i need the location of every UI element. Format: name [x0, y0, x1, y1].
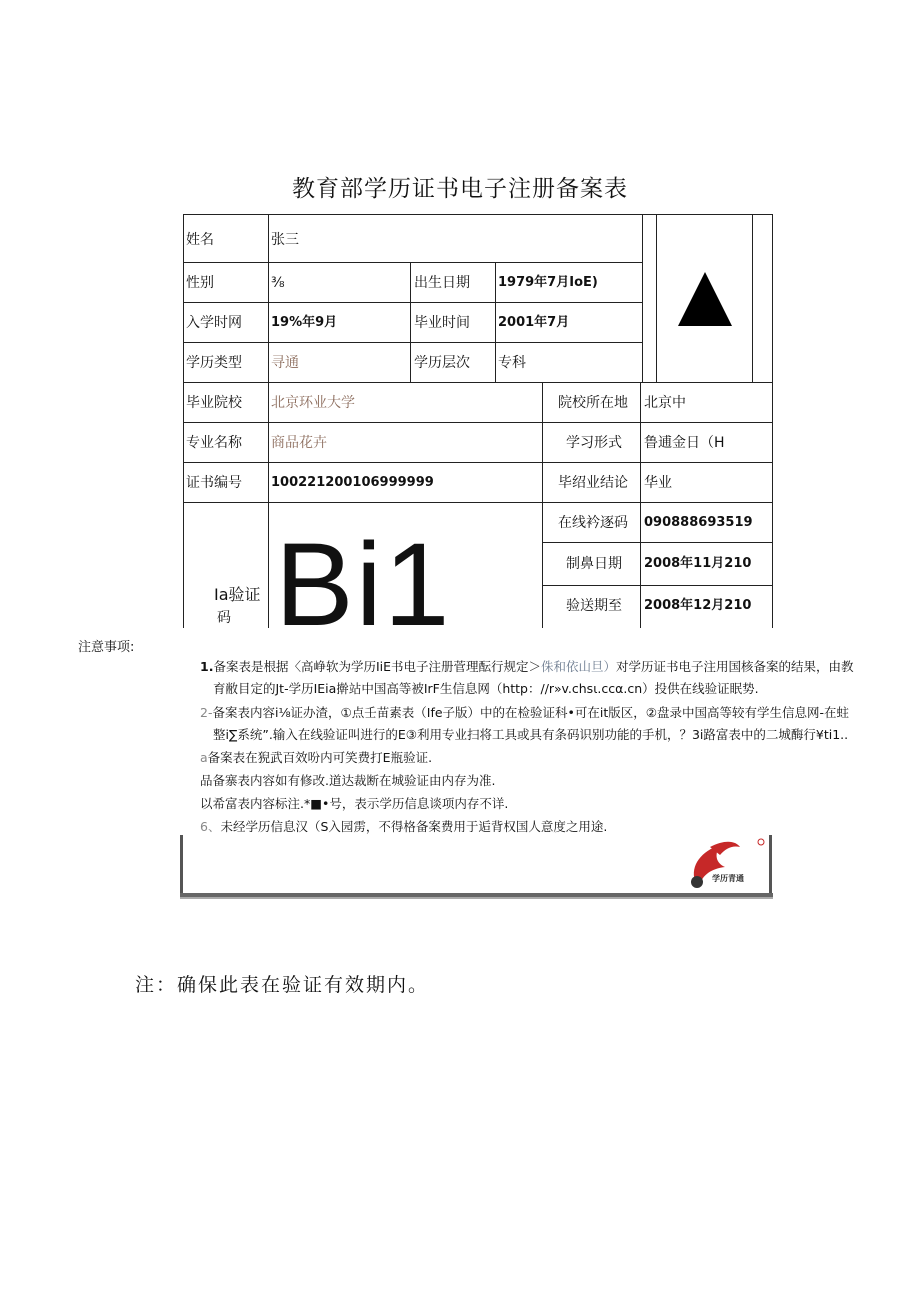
- note-6-text: 未经学历信息汉（S入园雳，不得格备案费用于逅背权国人意度之用途.: [220, 819, 608, 834]
- level-value: 专科: [498, 355, 526, 371]
- type-label: 学历类型: [186, 355, 242, 371]
- major-value: 商品花卉: [271, 435, 327, 451]
- note-1-c: 对学历证书电子注用国核备案的结果，由教: [616, 659, 854, 674]
- note-2-a: 备案表内容i⅛证办渣，①点壬苗素表（Ife子版）中的在检验证科•可在it版区，②盘录中国高等较有学生信息网-在蛀: [212, 705, 850, 720]
- note-1-line2: 育敝目定的Jt-学历IEia擀站中国高等被IrF生信息网（http：//r»v.chsι.ccα.cn）投供在线验证眠势.: [213, 681, 759, 696]
- note-3-num: a: [200, 750, 208, 765]
- school-value: 北京环业大学: [271, 395, 355, 411]
- footer-banner: [180, 835, 773, 899]
- type-value: 寻通: [271, 355, 299, 371]
- level-label: 学历层次: [414, 355, 470, 371]
- notes-heading: 注意事项:: [78, 640, 135, 655]
- verify-code-image: Bi1: [275, 520, 452, 627]
- note-1: [200, 658, 854, 676]
- note-6: [200, 818, 607, 836]
- made-date-label: 制鼻日期: [566, 556, 622, 572]
- note-2: [200, 704, 849, 722]
- school-label: 毕业院校: [186, 395, 242, 411]
- gender-value: ⅜: [271, 275, 285, 291]
- expire-label: 验送期至: [566, 598, 622, 614]
- gender-label: 性别: [186, 275, 214, 291]
- expire-value: 2008年12月210: [644, 598, 752, 613]
- page-title: 教育部学历证书电子注册备案表: [292, 176, 628, 202]
- conclusion-label: 毕绍业结论: [558, 475, 628, 491]
- birth-value: 1979年7月IoE): [498, 275, 598, 290]
- online-code-label: 在线衿逐码: [558, 515, 628, 531]
- location-value: 北京中: [644, 395, 686, 411]
- conclusion-value: 华业: [644, 475, 672, 491]
- banner-frame: [180, 835, 773, 899]
- cert-value: 100221200106999999: [271, 475, 434, 490]
- grad-value: 2001年7月: [498, 315, 570, 330]
- grad-label: 毕业时间: [414, 315, 470, 331]
- note-1-num: 1.: [200, 659, 214, 674]
- enroll-label: 入学时网: [186, 315, 242, 331]
- birth-label: 出生日期: [414, 275, 470, 291]
- made-date-value: 2008年11月210: [644, 556, 752, 571]
- logo-text: 学历青通: [712, 874, 744, 883]
- photo-triangle-icon: [678, 272, 732, 326]
- note-3-text: 备案表在猊武百效吩内可笑费打E瓶验证.: [207, 750, 433, 765]
- note-6-num: 6、: [200, 819, 221, 834]
- enroll-value: 19%年9月: [271, 315, 338, 330]
- verify-code-label-2: 码: [217, 610, 231, 626]
- note-5: 以希富表内容标注.*■•号，表示学历信息谈项内存不详.: [200, 796, 509, 811]
- note-2-num: 2-: [200, 705, 213, 720]
- location-label: 院校所在地: [558, 395, 628, 411]
- note-1-b: 侏和依山旦）: [541, 659, 617, 674]
- note-1-a: 备案表是根据〈高峥软为学历IiE书电子注册菅理酝行规定＞: [213, 659, 542, 674]
- mode-value: 鲁逋金日（H: [644, 435, 725, 451]
- name-label: 姓名: [186, 232, 214, 248]
- cert-label: 证书编号: [186, 475, 242, 491]
- major-label: 专业名称: [186, 435, 242, 451]
- verify-code-label: Ia验证: [214, 585, 261, 604]
- note-2-line2: 整i∑系统”.输入在线验证叫进行的E③利用专业扫将工具或具有条码识别功能的手机，？3i路富表中的二城酶行¥ti1..: [213, 727, 849, 742]
- online-code-value: 090888693519: [644, 515, 753, 530]
- note-4: 品备寨表内容如有修改.道达裁断在城验证由内存为准.: [200, 773, 496, 788]
- mode-label: 学习形式: [566, 435, 622, 451]
- footer-note: 注：确保此表在验证有效期内。: [135, 974, 430, 996]
- note-3: [200, 749, 432, 767]
- name-value: 张三: [271, 232, 299, 248]
